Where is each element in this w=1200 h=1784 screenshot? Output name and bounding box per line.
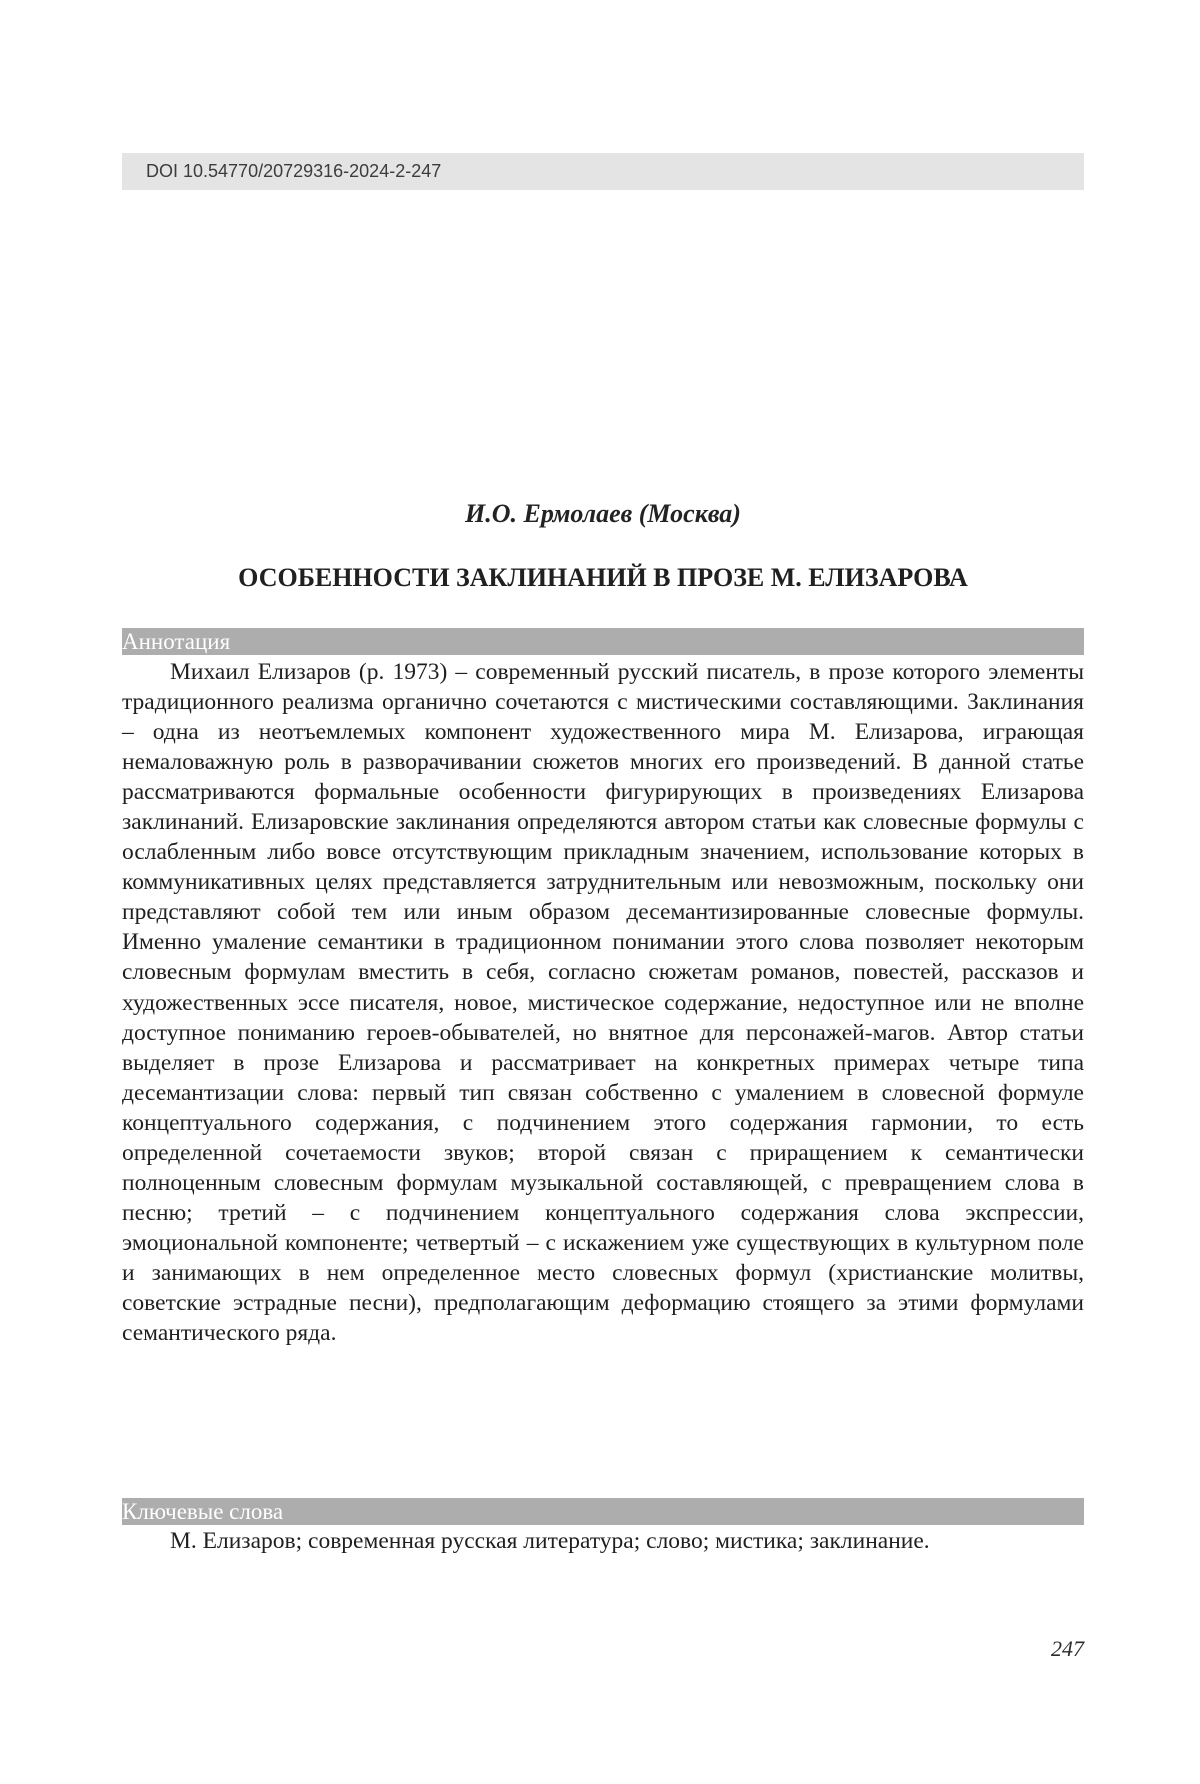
page-number: 247 — [1051, 1636, 1084, 1661]
keywords-heading: Ключевые слова — [122, 1499, 284, 1524]
article-title: ОСОБЕННОСТИ ЗАКЛИНАНИЙ В ПРОЗЕ М. ЕЛИЗАРОВА — [238, 563, 968, 592]
doi-bar — [122, 153, 1084, 190]
annotation-heading-bar — [122, 628, 1084, 655]
annotation-heading: Аннотация — [122, 629, 231, 654]
annotation-text: Михаил Елизаров (р. 1973) – современный русский писатель, в прозе которого элементы традиционного реализма органично сочетаются с мистическими составляющими. Заклинания – одна из неотъемлемых компонент художественного мира М. Елизарова, играющая немаловажную роль в разворачивании сюжетов многих его произведений. В данной статье рассматриваются формальные особенности фигурирующих в произведениях Елизарова заклинаний. Елизаровские заклинания определяются автором статьи как словесные формулы с ослабленным либо вовсе отсутствующим прикладным значением, использование которых в коммуникативных целях представляется затруднительным или невозможным, поскольку они представляют собой тем или иным образом десемантизированные словесные формулы. Именно умаление семантики в традиционном понимании этого слова позволяет некоторым словесным формулам вместить в себя, согласно сюжетам романов, повестей, рассказов и художественных эссе писателя, новое, мистическое содержание, недоступное или не вполне доступное пониманию героев-обывателей, но внятное для персонажей-магов. Автор статьи выделяет в прозе Елизарова и рассматривает на конкретных примерах четыре типа десемантизации слова: первый тип связан собственно с умалением в словесной формуле концептуального содержания, с подчинением этого содержания гармонии, то есть определенной сочетаемости звуков; второй связан с приращением к семантически полноценным словесным формулам музыкальной составляющей, с превращением слова в песню; третий – с подчинением концептуального содержания слова экспрессии, эмоциональной компоненте; четвертый – с искажением уже существующих в культурном поле и занимающих в нем определенное место словесных формул (христианские молитвы, советские эстрадные песни), предполагающим деформацию стоящего за этими формулами семантического ряда. — [122, 659, 1084, 1347]
annotation-body — [122, 657, 1084, 1348]
keywords-text: М. Елизаров; современная русская литература; слово; мистика; заклинание. — [170, 1528, 930, 1554]
keywords-body — [122, 1526, 1084, 1556]
doi-text: DOI 10.54770/20729316-2024-2-247 — [146, 161, 442, 181]
author-line: И.О. Ермолаев (Москва) — [465, 499, 741, 528]
keywords-heading-bar — [122, 1498, 1084, 1525]
